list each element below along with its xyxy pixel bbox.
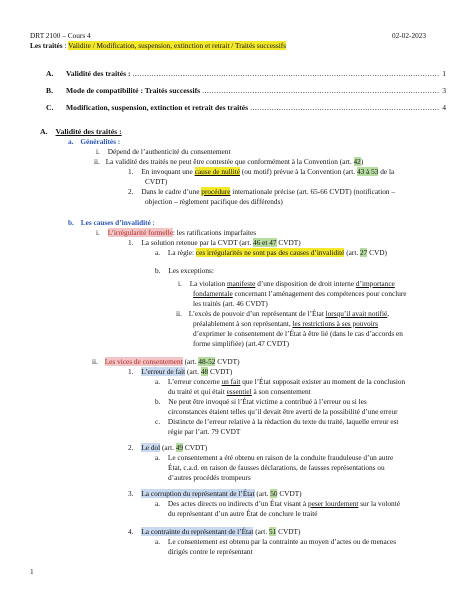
highlight-cause-nullite: cause de nullité	[194, 167, 241, 176]
exception-ii-line2	[193, 319, 378, 328]
item-text: Le consentement a été obtenu en raison de la conduite frauduleuse d’un autre	[167, 453, 394, 462]
exception-ii-line3: d’exprimer le consentement de l’État à être lié (dans le cas d’accords en	[193, 329, 403, 338]
item-text: (art.	[162, 443, 174, 452]
item-text: Ne peut être invoqué si l’État victime a contribué à l’erreur ou si les	[168, 397, 367, 406]
underlined-text: lorsqu’il avait notifié	[325, 309, 388, 318]
underlined-text: un fait	[221, 377, 241, 386]
article-ref: 49	[175, 443, 184, 452]
sub-b-label: b.	[68, 218, 74, 227]
item-text: Dans le cadre d’une	[141, 187, 200, 196]
item-label: a.	[155, 499, 161, 508]
item-label: a.	[155, 453, 161, 462]
header-topic: Les traités : Validite / Modification, suspension, extinction et retrait / Traités successifs	[30, 41, 287, 50]
section-a-title: Validité des traités :	[55, 127, 122, 136]
toc-leader	[202, 86, 440, 95]
item-text: de la	[380, 167, 395, 176]
item-label: 2.	[128, 187, 134, 196]
vice-1-b-line2: circonstances étaient telles qu’il devait être averti de la possibilité d’une erreur	[168, 407, 398, 416]
erreur-title: L’erreur de fait	[141, 367, 186, 376]
highlight-rule: ces irrégularités ne sont pas des causes d’invalidité	[195, 248, 345, 257]
underlined-text: essentiel	[226, 387, 252, 396]
item-text: : les ratifications imparfaites	[172, 228, 257, 237]
exception-ii	[176, 309, 389, 318]
item-text: Les exceptions:	[168, 266, 214, 275]
item-label: a.	[155, 248, 161, 257]
item-text: La violation	[189, 279, 226, 288]
header-date: 02-02-2023	[392, 31, 427, 40]
item-label: 2.	[128, 443, 134, 452]
sub-b-title: Les causes d’invalidité	[80, 218, 151, 227]
section-a-heading	[40, 127, 122, 137]
vice-1-b	[155, 397, 367, 406]
vice-3-a-line2: du représentant d’un autre État de conclure le traité	[168, 509, 318, 518]
vice-3-a	[155, 499, 400, 508]
sub-a-colon: :	[115, 137, 121, 146]
vice-1-a-line2	[168, 387, 311, 396]
sub-a-title: Généralités	[80, 137, 116, 146]
article-ref: 46 et 47	[253, 238, 277, 247]
vice-1	[128, 367, 232, 376]
item-label: a.	[155, 377, 161, 386]
toc-leader	[132, 69, 440, 78]
article-ref: 50	[270, 489, 278, 498]
toc-text: Mode de compatibilité : Traités successifs	[66, 86, 201, 95]
item-label: i.	[178, 279, 182, 288]
item-text: CVD)	[369, 248, 387, 257]
exception-i-line2	[193, 289, 407, 298]
item-text: CVDT)	[278, 527, 301, 536]
comma: ,	[387, 309, 390, 318]
item-label: ii.	[92, 357, 98, 366]
item-label: 1.	[128, 367, 134, 376]
item-text: Dépend de l’authenticité du consentement	[107, 147, 231, 156]
topic-label: Les traités	[30, 41, 63, 50]
toc-label: B.	[46, 86, 53, 95]
vice-1-c-line2: régie par l’art. 79 CVDT	[168, 427, 241, 436]
item-label: i.	[96, 147, 100, 156]
section-a-label: A.	[40, 127, 48, 136]
item-label: 1.	[128, 167, 134, 176]
vice-2-a-line2: État, c.a.d. en raison de fausses déclarations, de fausses représentations ou	[168, 463, 385, 472]
vice-1-a	[155, 377, 405, 386]
item-text: du traité et qui était	[168, 387, 225, 396]
article-ref: 42	[353, 157, 361, 166]
dol-title: Le dol	[141, 443, 161, 452]
item-text: (ou motif) prévue à la Convention (art.	[241, 167, 356, 176]
toc-text: Validité des traités :	[66, 69, 131, 78]
toc-page: 1	[442, 69, 446, 78]
vice-4-a-line2: dirigés contre le représentant	[168, 547, 253, 556]
item-text: CVDT)	[209, 367, 233, 376]
item-text: Des actes directs ou indirects d’un État visant à	[167, 499, 307, 508]
vice-2-a	[155, 453, 393, 462]
item-text: La solution retenue par la CVDT (art.	[141, 238, 252, 247]
article-ref: 43 à 53	[356, 167, 379, 176]
b-point-1	[128, 238, 301, 247]
item-text: préalablement à son représentant,	[193, 319, 291, 328]
toc-label: A.	[46, 69, 54, 78]
a-item-i	[96, 147, 230, 156]
item-text: (art.	[346, 248, 359, 257]
article-ref: 48	[200, 367, 209, 376]
toc-entry-a[interactable]	[46, 69, 446, 78]
item-label: c.	[155, 417, 161, 426]
a-point-2	[128, 187, 395, 196]
vice-4-a	[155, 537, 396, 546]
course-code: DRT 2100 – Cours 4	[30, 31, 91, 40]
item-text: CVDT)	[278, 238, 301, 247]
item-label: 4.	[128, 527, 134, 536]
item-text: La validité des traités ne peut être contestée que conformément à la Convention (art.	[105, 157, 352, 166]
a-point-1	[128, 167, 394, 176]
b-rule	[155, 248, 387, 257]
article-ref: 48-52	[198, 357, 216, 366]
item-label: 3.	[128, 489, 134, 498]
item-text: à son consentement	[253, 387, 311, 396]
item-text-end: )	[360, 157, 364, 166]
item-text: que l’État supposait exister au moment de la conclusion	[242, 377, 406, 386]
article-ref: 27	[360, 248, 368, 257]
item-text: L’erreur concerne	[167, 377, 220, 386]
item-label: ii.	[94, 157, 100, 166]
vices-title: Les vices de consentement	[104, 357, 183, 366]
item-label: ii.	[176, 309, 182, 318]
item-text: Le consentement est obtenu par la contrainte au moyen d’actes ou de menaces	[167, 537, 397, 546]
a-item-ii	[94, 157, 363, 166]
item-text: CVDT)	[279, 489, 302, 498]
topic-text: Validite / Modification, suspension, extinction et retrait / Traités successifs	[68, 41, 287, 50]
item-label: 1.	[128, 238, 134, 247]
item-label: i.	[96, 228, 100, 237]
underlined-text: manifeste	[226, 279, 256, 288]
vice-3	[128, 489, 302, 498]
b-item-ii	[92, 357, 240, 366]
contrainte-title: La contrainte du représentant de l’État	[141, 527, 254, 536]
item-text: (art.	[256, 489, 269, 498]
item-text: sur la volonté	[360, 499, 400, 508]
exception-i	[178, 279, 395, 288]
item-text: (art.	[255, 527, 268, 536]
irregularite-title: L’irrégularité formelle	[107, 228, 173, 237]
underlined-text: les restrictions à ses pouvoirs	[292, 319, 379, 328]
item-label: b.	[155, 266, 161, 275]
item-text: Distincte de l’erreur relative à la rédaction du texte du traité, laquelle erreur est	[167, 417, 399, 426]
item-text: d’une disposition de droit interne	[257, 279, 355, 288]
vice-2	[128, 443, 207, 452]
sub-a-heading	[68, 137, 120, 146]
underlined-text: peser lourdement	[307, 499, 359, 508]
vice-2-a-line3: d’autres procédés trompeurs	[168, 473, 251, 482]
sub-b-heading	[68, 218, 155, 227]
corruption-title: La corruption du représentant de l’État	[141, 489, 255, 498]
item-label: a.	[155, 537, 161, 546]
item-text: concernant l’aménagement des compétences pour conclure	[234, 289, 407, 298]
b-item-i	[96, 228, 256, 237]
toc-entry-c[interactable]	[46, 103, 446, 112]
item-text: En invoquant une	[141, 167, 193, 176]
item-text: La règle:	[167, 248, 195, 257]
item-text: (art.	[184, 357, 197, 366]
vice-4	[128, 527, 300, 536]
vice-1-c	[155, 417, 398, 426]
exception-ii-line4: forme simplifiée) (art.47 CVDT)	[193, 339, 290, 348]
item-text: L’excès de pouvoir d’un représentant de l’État	[188, 309, 324, 318]
item-text: internationale précise (art. 65-66 CVDT) (notification –	[232, 187, 396, 196]
b-exceptions	[155, 266, 214, 275]
toc-label: C.	[46, 103, 54, 112]
toc-page: 4	[442, 103, 446, 112]
highlight-procedure: procédure	[201, 187, 231, 196]
exception-i-line3: les traités (art. 46 CVDT)	[193, 299, 268, 308]
item-text: (art.	[187, 367, 199, 376]
item-label: b.	[155, 397, 161, 406]
toc-text: Modification, suspension, extinction et retrait des traités	[66, 103, 249, 112]
page-number: 1	[30, 567, 34, 576]
underlined-text: fondamentale	[193, 289, 233, 298]
toc-leader	[250, 103, 440, 112]
article-ref: 51	[268, 527, 277, 536]
toc-page: 3	[442, 86, 446, 95]
sub-b-colon: :	[150, 218, 155, 227]
toc-entry-b[interactable]	[46, 86, 446, 95]
underlined-text: d’importance	[355, 279, 395, 288]
item-text: CVDT)	[184, 443, 208, 452]
sub-a-label: a.	[68, 137, 74, 146]
a-point-2-cont: objection – règlement pacifique des différends)	[145, 197, 283, 206]
item-text: CVDT)	[217, 357, 240, 366]
a-point-1-cont: CVDT)	[145, 177, 168, 186]
